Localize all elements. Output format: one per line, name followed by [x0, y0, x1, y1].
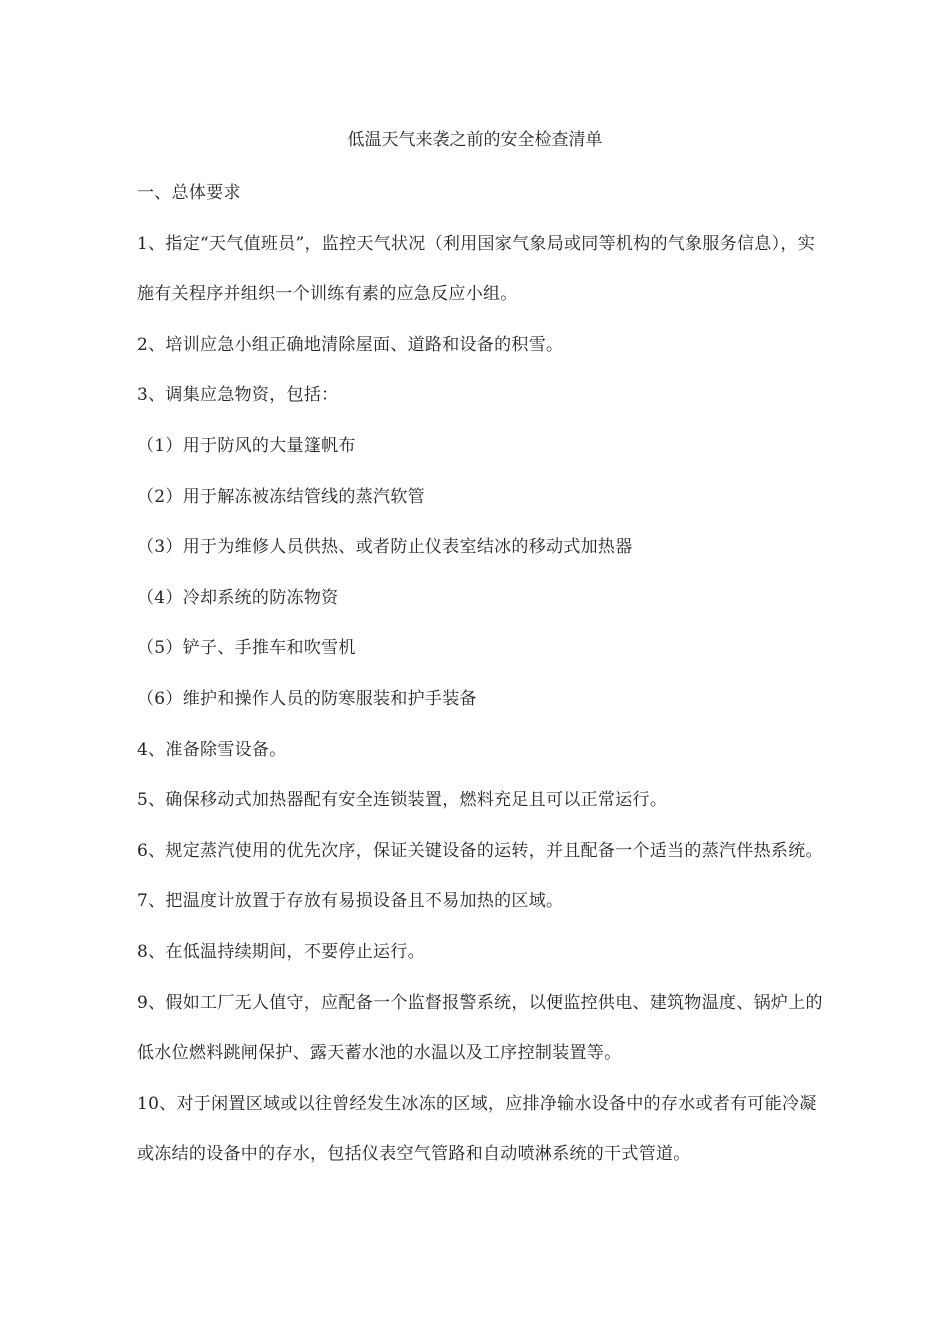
document-title: 低温天气来袭之前的安全检查清单	[347, 130, 603, 150]
paragraph: 7、把温度计放置于存放有易损设备且不易加热的区域。	[137, 891, 564, 912]
list-item: （2）用于解冻被冻结管线的蒸汽软管	[137, 486, 425, 507]
list-item: （6）维护和操作人员的防寒服装和护手装备	[137, 688, 477, 709]
list-item: （1）用于防风的大量篷帆布	[137, 435, 356, 456]
paragraph: 2、培训应急小组正确地清除屋面、道路和设备的积雪。	[137, 334, 564, 355]
section-heading: 一、总体要求	[137, 183, 241, 203]
paragraph: 4、准备除雪设备。	[137, 739, 287, 760]
paragraph: 3、调集应急物资，包括：	[137, 385, 339, 406]
paragraph: 8、在低温持续期间，不要停止运行。	[137, 941, 425, 962]
paragraph: 1、指定“天气值班员”，监控天气状况（利用国家气象局或同等机构的气象服务信息），实施有关程序并组织一个训练有素的应急反应小组。	[137, 233, 815, 305]
list-item: （4）冷却系统的防冻物资	[137, 587, 339, 608]
paragraph: 5、确保移动式加热器配有安全连锁装置，燃料充足且可以正常运行。	[137, 790, 668, 811]
paragraph: 9、假如工厂无人值守，应配备一个监督报警系统，以便监控供电、建筑物温度、锅炉上的低水位燃料跳闸保护、露天蓄水池的水温以及工序控制装置等。	[137, 992, 823, 1064]
list-item: （3）用于为维修人员供热、或者防止仪表室结冰的移动式加热器	[137, 537, 633, 558]
document-body	[137, 168, 827, 1180]
list-item: （5）铲子、手推车和吹雪机	[137, 638, 356, 659]
paragraph: 6、规定蒸汽使用的优先次序，保证关键设备的运转，并且配备一个适当的蒸汽伴热系统。	[137, 840, 823, 861]
paragraph: 10、对于闲置区域或以往曾经发生冰冻的区域，应排净输水设备中的存水或者有可能冷凝或冻结的设备中的存水，包括仪表空气管路和自动喷淋系统的干式管道。	[137, 1093, 817, 1165]
